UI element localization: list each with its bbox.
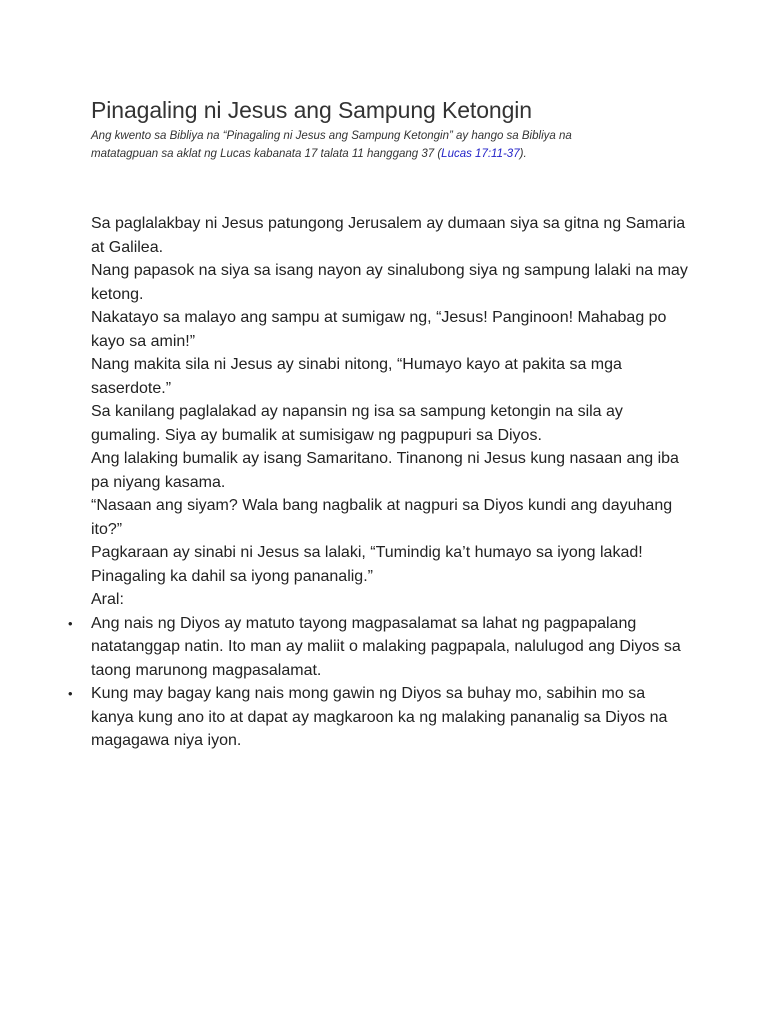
story-paragraph: Nang makita sila ni Jesus ay sinabi nitong, “Humayo kayo at pakita sa mga saserdote.”	[91, 356, 622, 397]
document-page	[68, 96, 691, 753]
lesson-item	[68, 682, 691, 753]
story-paragraph: Nang papasok na siya sa isang nayon ay sinalubong siya ng sampung lalaki na may ketong.	[91, 262, 688, 303]
intro-note	[91, 127, 631, 163]
bullet-icon: •	[68, 615, 73, 631]
lesson-text: Ang nais ng Diyos ay matuto tayong magpasalamat sa lahat ng pagpapalang natatanggap natin. Ito man ay maliit o malaking pagpapala, nalulugod ang Diyos sa taong marunong magpasalamat.	[91, 614, 681, 679]
story-paragraph: “Nasaan ang siyam? Wala bang nagbalik at nagpuri sa Diyos kundi ang dayuhang ito?”	[91, 497, 673, 538]
lesson-list	[68, 612, 691, 753]
story-paragraph: Sa paglalakbay ni Jesus patungong Jerusalem ay dumaan siya sa gitna ng Samaria at Galilea.	[91, 215, 686, 256]
bullet-icon: •	[68, 686, 73, 701]
bible-reference-link[interactable]: Lucas 17:11-37	[441, 148, 520, 160]
story-paragraph: Nakatayo sa malayo ang sampu at sumigaw ng, “Jesus! Panginoon! Mahabag po kayo sa amin!”	[91, 309, 667, 350]
intro-text-after: ).	[519, 148, 527, 160]
lesson-text: Kung may bagay kang nais mong gawin ng Diyos sa buhay mo, sabihin mo sa kanya kung ano ito at dapat ay magkaroon ka ng malaking pananalig sa Diyos na magagawa niya iyon.	[91, 685, 668, 749]
lesson-item	[68, 612, 691, 683]
document-title: Pinagaling ni Jesus ang Sampung Ketongin	[91, 97, 532, 123]
intro-text-before: Ang kwento sa Bibliya na “Pinagaling ni Jesus ang Sampung Ketongin” ay hango sa Bibliya na matatagpuan sa aklat ng Lucas kabanata 17 talata 11 hanggang 37 (	[91, 130, 572, 160]
story-paragraph: Ang lalaking bumalik ay isang Samaritano. Tinanong ni Jesus kung nasaan ang iba pa niyang kasama.	[91, 450, 679, 491]
story-body	[68, 212, 691, 753]
lesson-label: Aral:	[91, 591, 124, 608]
story-paragraph: Pagkaraan ay sinabi ni Jesus sa lalaki, “Tumindig ka’t humayo sa iyong lakad! Pinagaling ka dahil sa iyong pananalig.”	[91, 544, 643, 585]
story-paragraph: Sa kanilang paglalakad ay napansin ng isa sa sampung ketongin na sila ay gumaling. Siya ay bumalik at sumisigaw ng pagpupuri sa Diyos.	[91, 403, 623, 444]
